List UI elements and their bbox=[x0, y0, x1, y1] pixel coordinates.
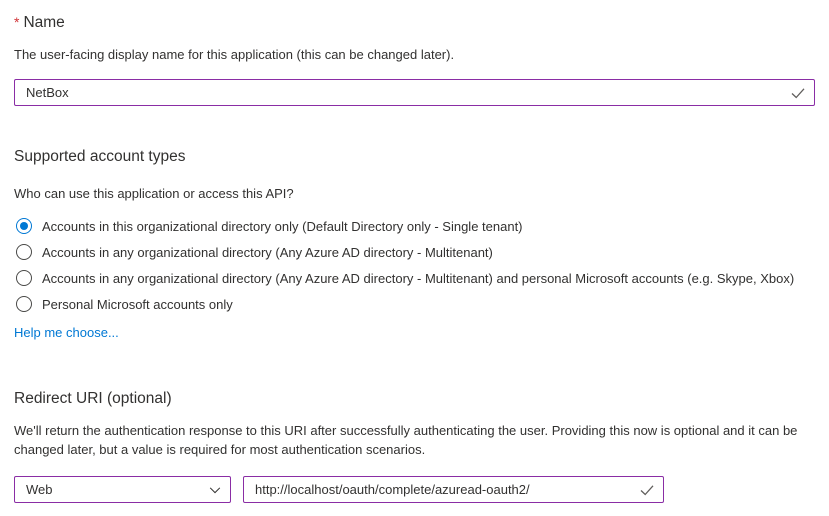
radio-button-icon[interactable] bbox=[16, 244, 32, 260]
required-asterisk: * bbox=[14, 14, 20, 30]
radio-button-icon[interactable] bbox=[16, 218, 32, 234]
chevron-down-icon bbox=[208, 483, 222, 497]
name-input-wrap bbox=[14, 79, 815, 106]
name-section-heading bbox=[14, 12, 815, 33]
platform-select-value: Web bbox=[26, 482, 53, 497]
radio-button-icon[interactable] bbox=[16, 270, 32, 286]
radio-option-label: Personal Microsoft accounts only bbox=[42, 296, 233, 312]
radio-option-label: Accounts in any organizational directory (Any Azure AD directory - Multitenant) bbox=[42, 244, 493, 260]
supported-account-types-heading: Supported account types bbox=[14, 148, 186, 165]
platform-select[interactable] bbox=[14, 476, 231, 503]
redirect-uri-input-wrap bbox=[243, 476, 664, 503]
radio-button-icon[interactable] bbox=[16, 296, 32, 312]
radio-option-2[interactable] bbox=[14, 265, 815, 291]
radio-option-3[interactable] bbox=[14, 291, 815, 317]
radio-option-0[interactable] bbox=[14, 213, 815, 239]
redirect-uri-heading: Redirect URI (optional) bbox=[14, 390, 172, 407]
radio-option-label: Accounts in any organizational directory (Any Azure AD directory - Multitenant) and personal Microsoft accounts (e.g. Skype, Xbox) bbox=[42, 270, 795, 286]
account-types-question: Who can use this application or access this API? bbox=[14, 186, 294, 201]
account-types-radio-group bbox=[14, 213, 815, 317]
redirect-uri-controls bbox=[14, 476, 815, 503]
name-description: The user-facing display name for this application (this can be changed later). bbox=[14, 47, 455, 62]
radio-option-1[interactable] bbox=[14, 239, 815, 265]
name-input[interactable] bbox=[14, 79, 815, 106]
radio-option-label: Accounts in this organizational directory only (Default Directory only - Single tenant) bbox=[42, 218, 523, 234]
help-me-choose-link[interactable]: Help me choose... bbox=[14, 325, 119, 340]
redirect-uri-description: We'll return the authentication response to this URI after successfully authenticating the user. Providing this now is optional and it can be changed later, but a value is required for most authentication scenarios. bbox=[14, 423, 798, 457]
redirect-uri-input[interactable] bbox=[243, 476, 664, 503]
name-label: Name bbox=[23, 14, 65, 31]
